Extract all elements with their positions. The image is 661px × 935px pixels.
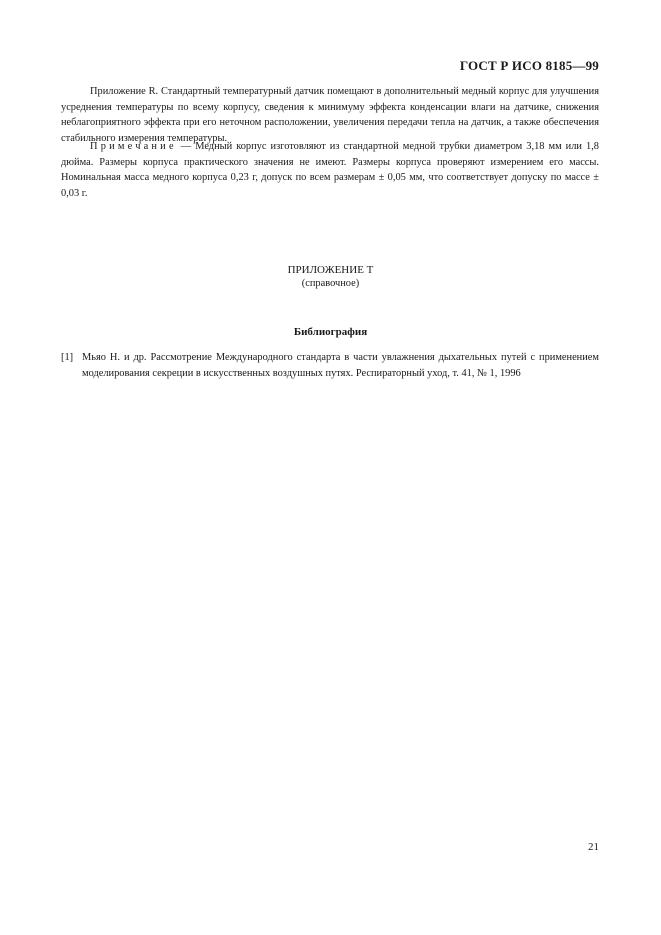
bibliography-entry [61,350,599,381]
document-header-code: ГОСТ Р ИСО 8185—99 [459,58,599,73]
appendix-r-paragraph [61,84,599,146]
note-text: — Медный корпус изготовляют из стандартной медной трубки диаметром 3,18 мм или 1,8 дюйма. Размеры корпуса практического значения не имеют. Размеры корпуса проверяют измерением его массы. Номинальная масса медного корпуса 0,23 г, допуск по всем размерам ± 0,05 мм, что соответствует допуску по массе ± 0,03 г. [61,141,599,199]
appendix-subtitle: (справочное) [301,278,360,289]
appendix-r-text: Приложение R. Стандартный температурный датчик помещают в дополнительный медный корпус для улучшения усреднения температуры по всему корпусу, сведения к минимуму эффекта конденсации влаги на датчике, снижения неблагоприятного эффекта при его неточном расположении, увеличения передачи тепла на датчик, а также обеспечения стабильного измерения температуры. [61,86,599,144]
appendix-title: ПРИЛОЖЕНИЕ Т [287,264,374,276]
bibliography-entry-text: Мьяо Н. и др. Рассмотрение Международного стандарта в части увлажнения дыхательных путей с применением моделирования секреции в искусственных воздушных путях. Респираторный уход, т. 41, № 1, 1996 [82,352,599,379]
note-lead: Примечание [90,141,177,152]
note-block [61,139,599,201]
bibliography-entry-number: [1] [61,352,74,363]
bibliography-title: Библиография [293,326,368,338]
page-number: 21 [588,841,599,853]
